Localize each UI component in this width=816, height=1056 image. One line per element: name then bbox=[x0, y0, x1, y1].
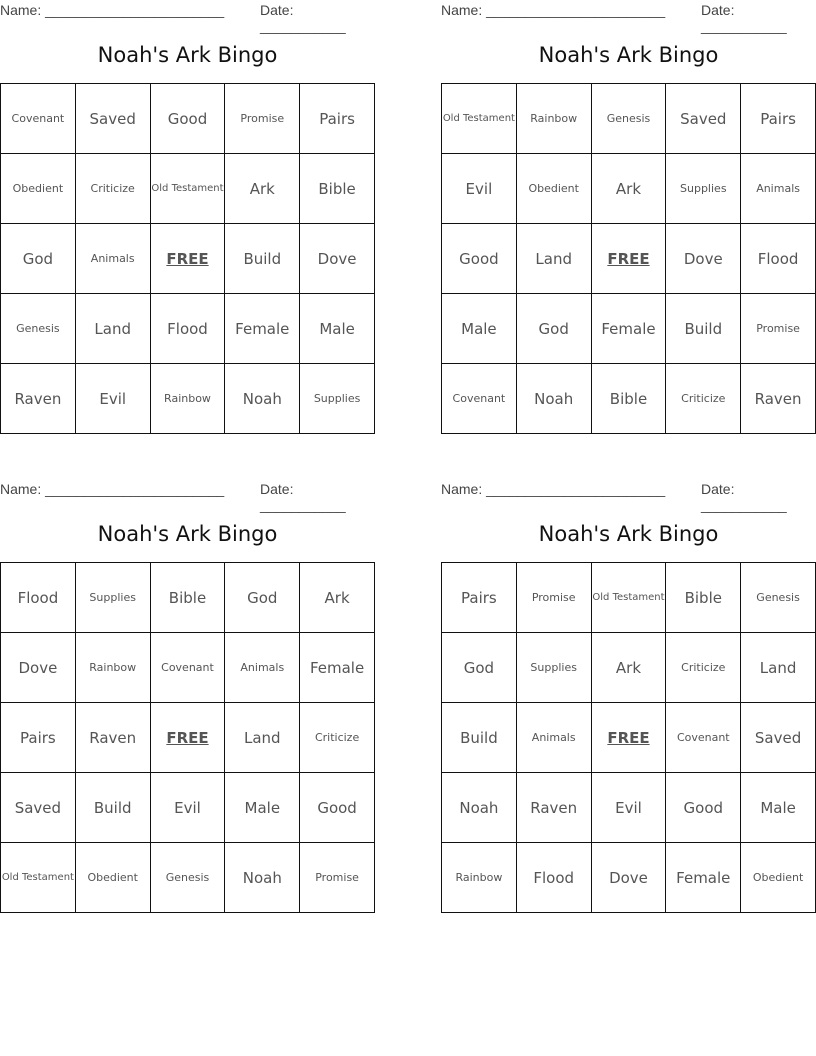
bingo-card-3 bbox=[0, 479, 375, 913]
bingo-cell: Ark bbox=[592, 633, 667, 703]
bingo-cell: Supplies bbox=[76, 563, 151, 633]
card-header bbox=[0, 0, 375, 34]
bingo-cell: Noah bbox=[225, 843, 300, 913]
bingo-cell: Promise bbox=[300, 843, 375, 913]
bingo-cell: Supplies bbox=[300, 364, 375, 434]
bingo-cell: Ark bbox=[225, 154, 300, 224]
bingo-cell: Covenant bbox=[151, 633, 226, 703]
bingo-cell: Obedient bbox=[517, 154, 592, 224]
bingo-cell: Rainbow bbox=[517, 84, 592, 154]
bingo-cell: Evil bbox=[592, 773, 667, 843]
bingo-cell: Old Testament bbox=[442, 84, 517, 154]
bingo-cell: Covenant bbox=[666, 703, 741, 773]
bingo-cell: Female bbox=[300, 633, 375, 703]
bingo-cell: Male bbox=[442, 294, 517, 364]
bingo-cell: Animals bbox=[76, 224, 151, 294]
bingo-cell: Genesis bbox=[592, 84, 667, 154]
bingo-cell: Promise bbox=[741, 294, 816, 364]
bingo-cell: Good bbox=[151, 84, 226, 154]
bingo-cell: Supplies bbox=[517, 633, 592, 703]
bingo-cell: Land bbox=[225, 703, 300, 773]
bingo-cell: Bible bbox=[151, 563, 226, 633]
bingo-cell: Good bbox=[300, 773, 375, 843]
date-line: Date: ___________ bbox=[701, 2, 787, 34]
bingo-card-1 bbox=[0, 0, 375, 434]
bingo-cell: Raven bbox=[1, 364, 76, 434]
bingo-cell: Old Testament bbox=[1, 843, 76, 913]
bingo-cell: Flood bbox=[1, 563, 76, 633]
bingo-cell: God bbox=[225, 563, 300, 633]
bingo-cell: Promise bbox=[517, 563, 592, 633]
bingo-cell: Pairs bbox=[741, 84, 816, 154]
bingo-grid bbox=[441, 83, 816, 434]
bingo-grid bbox=[441, 562, 816, 913]
bingo-cell: Female bbox=[225, 294, 300, 364]
card-title: Noah's Ark Bingo bbox=[97, 522, 278, 546]
bingo-cell: Criticize bbox=[76, 154, 151, 224]
bingo-cell: Flood bbox=[517, 843, 592, 913]
free-space: FREE bbox=[151, 703, 226, 773]
bingo-cell: Animals bbox=[741, 154, 816, 224]
bingo-cell: Land bbox=[741, 633, 816, 703]
bingo-cell: Build bbox=[666, 294, 741, 364]
date-line: Date: ___________ bbox=[701, 481, 787, 513]
name-line: Name: _______________________ bbox=[0, 2, 225, 18]
free-space: FREE bbox=[151, 224, 226, 294]
free-space: FREE bbox=[592, 703, 667, 773]
bingo-cell: Pairs bbox=[1, 703, 76, 773]
name-line: Name: _______________________ bbox=[441, 2, 666, 18]
bingo-cell: Build bbox=[225, 224, 300, 294]
bingo-grid bbox=[0, 562, 375, 913]
bingo-cell: Good bbox=[666, 773, 741, 843]
card-header bbox=[0, 479, 375, 513]
bingo-cell: Male bbox=[300, 294, 375, 364]
bingo-cell: Build bbox=[442, 703, 517, 773]
bingo-cell: Evil bbox=[76, 364, 151, 434]
bingo-cell: Pairs bbox=[300, 84, 375, 154]
card-title: Noah's Ark Bingo bbox=[97, 43, 278, 67]
bingo-cell: Ark bbox=[300, 563, 375, 633]
bingo-cell: Male bbox=[741, 773, 816, 843]
bingo-cell: Genesis bbox=[741, 563, 816, 633]
bingo-cell: Old Testament bbox=[592, 563, 667, 633]
bingo-cell: Ark bbox=[592, 154, 667, 224]
bingo-cell: Rainbow bbox=[442, 843, 517, 913]
bingo-cell: Raven bbox=[76, 703, 151, 773]
bingo-cell: Bible bbox=[592, 364, 667, 434]
bingo-cell: Covenant bbox=[1, 84, 76, 154]
bingo-cell: Rainbow bbox=[76, 633, 151, 703]
bingo-cell: Bible bbox=[666, 563, 741, 633]
card-header bbox=[441, 0, 816, 34]
bingo-card-2 bbox=[441, 0, 816, 434]
bingo-cell: Criticize bbox=[666, 633, 741, 703]
bingo-cell: Promise bbox=[225, 84, 300, 154]
name-line: Name: _______________________ bbox=[0, 481, 225, 497]
card-title: Noah's Ark Bingo bbox=[538, 43, 719, 67]
bingo-cell: Genesis bbox=[1, 294, 76, 364]
bingo-cell: Criticize bbox=[666, 364, 741, 434]
card-title: Noah's Ark Bingo bbox=[538, 522, 719, 546]
bingo-cell: Build bbox=[76, 773, 151, 843]
name-line: Name: _______________________ bbox=[441, 481, 666, 497]
bingo-cell: Raven bbox=[741, 364, 816, 434]
bingo-cell: Dove bbox=[592, 843, 667, 913]
bingo-grid bbox=[0, 83, 375, 434]
bingo-cell: Noah bbox=[225, 364, 300, 434]
bingo-card-4 bbox=[441, 479, 816, 913]
date-line: Date: ___________ bbox=[260, 2, 346, 34]
bingo-cell: God bbox=[442, 633, 517, 703]
bingo-cell: Bible bbox=[300, 154, 375, 224]
bingo-cell: God bbox=[1, 224, 76, 294]
bingo-cell: Covenant bbox=[442, 364, 517, 434]
bingo-cell: God bbox=[517, 294, 592, 364]
bingo-cell: Obedient bbox=[76, 843, 151, 913]
bingo-cell: Saved bbox=[741, 703, 816, 773]
bingo-cell: Pairs bbox=[442, 563, 517, 633]
bingo-cell: Criticize bbox=[300, 703, 375, 773]
bingo-cell: Good bbox=[442, 224, 517, 294]
bingo-cell: Obedient bbox=[1, 154, 76, 224]
bingo-cell: Land bbox=[517, 224, 592, 294]
bingo-cell: Evil bbox=[442, 154, 517, 224]
bingo-cell: Land bbox=[76, 294, 151, 364]
bingo-cell: Noah bbox=[517, 364, 592, 434]
bingo-cell: Dove bbox=[300, 224, 375, 294]
bingo-cell: Saved bbox=[1, 773, 76, 843]
bingo-cell: Noah bbox=[442, 773, 517, 843]
bingo-cell: Female bbox=[666, 843, 741, 913]
bingo-cell: Genesis bbox=[151, 843, 226, 913]
bingo-cell: Old Testament bbox=[151, 154, 226, 224]
bingo-cell: Dove bbox=[1, 633, 76, 703]
bingo-cell: Female bbox=[592, 294, 667, 364]
free-space: FREE bbox=[592, 224, 667, 294]
card-header bbox=[441, 479, 816, 513]
bingo-cell: Male bbox=[225, 773, 300, 843]
date-line: Date: ___________ bbox=[260, 481, 346, 513]
bingo-cell: Raven bbox=[517, 773, 592, 843]
bingo-cell: Flood bbox=[741, 224, 816, 294]
bingo-cell: Supplies bbox=[666, 154, 741, 224]
bingo-cell: Obedient bbox=[741, 843, 816, 913]
bingo-cell: Dove bbox=[666, 224, 741, 294]
bingo-cell: Animals bbox=[225, 633, 300, 703]
bingo-cell: Rainbow bbox=[151, 364, 226, 434]
bingo-cell: Evil bbox=[151, 773, 226, 843]
bingo-cell: Saved bbox=[76, 84, 151, 154]
bingo-cell: Saved bbox=[666, 84, 741, 154]
bingo-cell: Flood bbox=[151, 294, 226, 364]
bingo-cell: Animals bbox=[517, 703, 592, 773]
